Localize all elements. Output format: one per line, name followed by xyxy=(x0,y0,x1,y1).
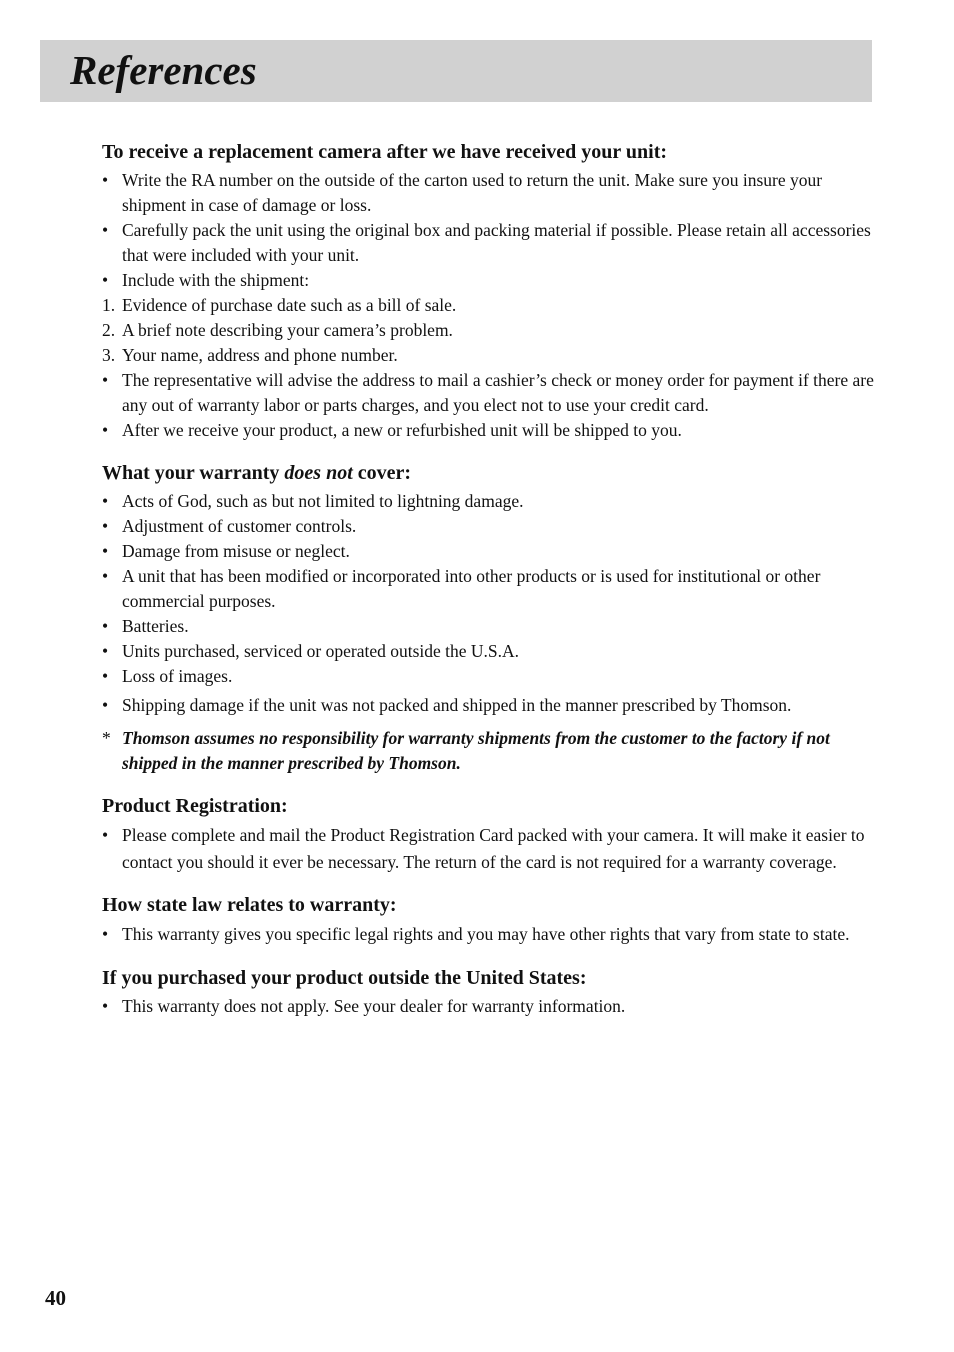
list-item xyxy=(102,664,874,689)
list-item-text: Shipping damage if the unit was not packed and shipped in the manner prescribed by Thomson. xyxy=(122,695,792,715)
section-heading-replacement: To receive a replacement camera after we have received your unit: xyxy=(102,141,668,163)
replacement-list xyxy=(102,168,874,443)
bullet-marker: • xyxy=(102,541,109,561)
list-item xyxy=(102,293,874,318)
list-item-text: Batteries. xyxy=(122,616,189,636)
list-item-text: After we receive your product, a new or refurbished unit will be shipped to you. xyxy=(122,420,682,440)
state-law-list xyxy=(102,921,874,948)
bullet-marker: • xyxy=(102,566,109,586)
list-item-text: Acts of God, such as but not limited to lightning damage. xyxy=(122,491,524,511)
list-item-text: The representative will advise the address to mail a cashier’s check or money order for payment if there are any out of warranty labor or parts charges, and you elect not to use your credit card. xyxy=(122,370,874,415)
list-item xyxy=(102,418,874,443)
list-item-text: Your name, address and phone number. xyxy=(122,345,398,365)
bullet-marker: • xyxy=(102,616,109,636)
bullet-marker: • xyxy=(102,641,109,661)
disclaimer-note xyxy=(102,726,874,776)
heading-text-pre: What your warranty xyxy=(102,462,285,484)
list-item xyxy=(102,168,874,218)
bullet-marker: • xyxy=(102,220,109,240)
section-outside-us xyxy=(102,964,874,1019)
bullet-marker: • xyxy=(102,924,109,944)
list-item xyxy=(102,693,874,718)
list-item xyxy=(102,514,874,539)
outside-us-list xyxy=(102,994,874,1019)
list-item-text: A brief note describing your camera’s problem. xyxy=(122,320,453,340)
page-number: 40 xyxy=(45,1286,66,1310)
bullet-marker: • xyxy=(102,825,109,845)
section-heading-registration: Product Registration: xyxy=(102,795,288,817)
list-item xyxy=(102,489,874,514)
list-item-text: Please complete and mail the Product Registration Card packed with your camera. It will make it easier to contact you should it ever be necessary. The return of the card is not required for a warranty coverage. xyxy=(122,825,865,872)
list-item xyxy=(102,368,874,418)
list-item xyxy=(102,564,874,614)
list-item-text: Damage from misuse or neglect. xyxy=(122,541,350,561)
number-marker: 2. xyxy=(102,320,116,340)
disclaimer-text: Thomson assumes no responsibility for warranty shipments from the customer to the factory if not shipped in the manner prescribed by Thomson. xyxy=(122,728,830,773)
list-item xyxy=(102,822,874,875)
list-item-text: Evidence of purchase date such as a bill of sale. xyxy=(122,295,457,315)
page-content xyxy=(102,138,874,1035)
list-item-text: Include with the shipment: xyxy=(122,270,310,290)
section-heading-state-law: How state law relates to warranty: xyxy=(102,894,397,916)
registration-list xyxy=(102,822,874,875)
bullet-marker: • xyxy=(102,170,109,190)
bullet-marker: • xyxy=(102,516,109,536)
bullet-marker: • xyxy=(102,420,109,440)
bullet-marker: • xyxy=(102,370,109,390)
section-not-covered xyxy=(102,459,874,776)
asterisk-marker: * xyxy=(102,728,111,748)
bullet-marker: • xyxy=(102,666,109,686)
not-covered-list xyxy=(102,489,874,718)
section-replacement xyxy=(102,138,874,443)
list-item-text: Write the RA number on the outside of the carton used to return the unit. Make sure you insure your shipment in case of damage or loss. xyxy=(122,170,823,215)
number-marker: 1. xyxy=(102,295,116,315)
heading-text-emphasis: does not xyxy=(284,462,353,484)
section-heading-not-covered xyxy=(102,459,874,487)
list-item-text: This warranty does not apply. See your dealer for warranty information. xyxy=(122,996,626,1016)
bullet-marker: • xyxy=(102,695,109,715)
list-item-text: Carefully pack the unit using the original box and packing material if possible. Please retain all accessories that were included with your unit. xyxy=(122,220,871,265)
list-item-text: A unit that has been modified or incorporated into other products or is used for institutional or other commercial purposes. xyxy=(122,566,821,611)
bullet-marker: • xyxy=(102,491,109,511)
list-item-text: Loss of images. xyxy=(122,666,233,686)
list-item-text: This warranty gives you specific legal rights and you may have other rights that vary from state to state. xyxy=(122,924,850,944)
list-item-text: Units purchased, serviced or operated outside the U.S.A. xyxy=(122,641,520,661)
page-title: References xyxy=(70,47,257,93)
list-item-text: Adjustment of customer controls. xyxy=(122,516,357,536)
section-registration xyxy=(102,792,874,875)
list-item xyxy=(102,318,874,343)
section-heading-outside-us: If you purchased your product outside the United States: xyxy=(102,967,587,989)
heading-text-post: cover: xyxy=(352,462,412,484)
list-item xyxy=(102,614,874,639)
list-item xyxy=(102,921,874,948)
header-bar xyxy=(40,40,872,102)
list-item xyxy=(102,218,874,268)
bullet-marker: • xyxy=(102,270,109,290)
number-marker: 3. xyxy=(102,345,116,365)
list-item xyxy=(102,639,874,664)
list-item xyxy=(102,994,874,1019)
section-state-law xyxy=(102,891,874,948)
list-item xyxy=(102,539,874,564)
bullet-marker: • xyxy=(102,996,109,1016)
list-item xyxy=(102,268,874,293)
list-item xyxy=(102,343,874,368)
